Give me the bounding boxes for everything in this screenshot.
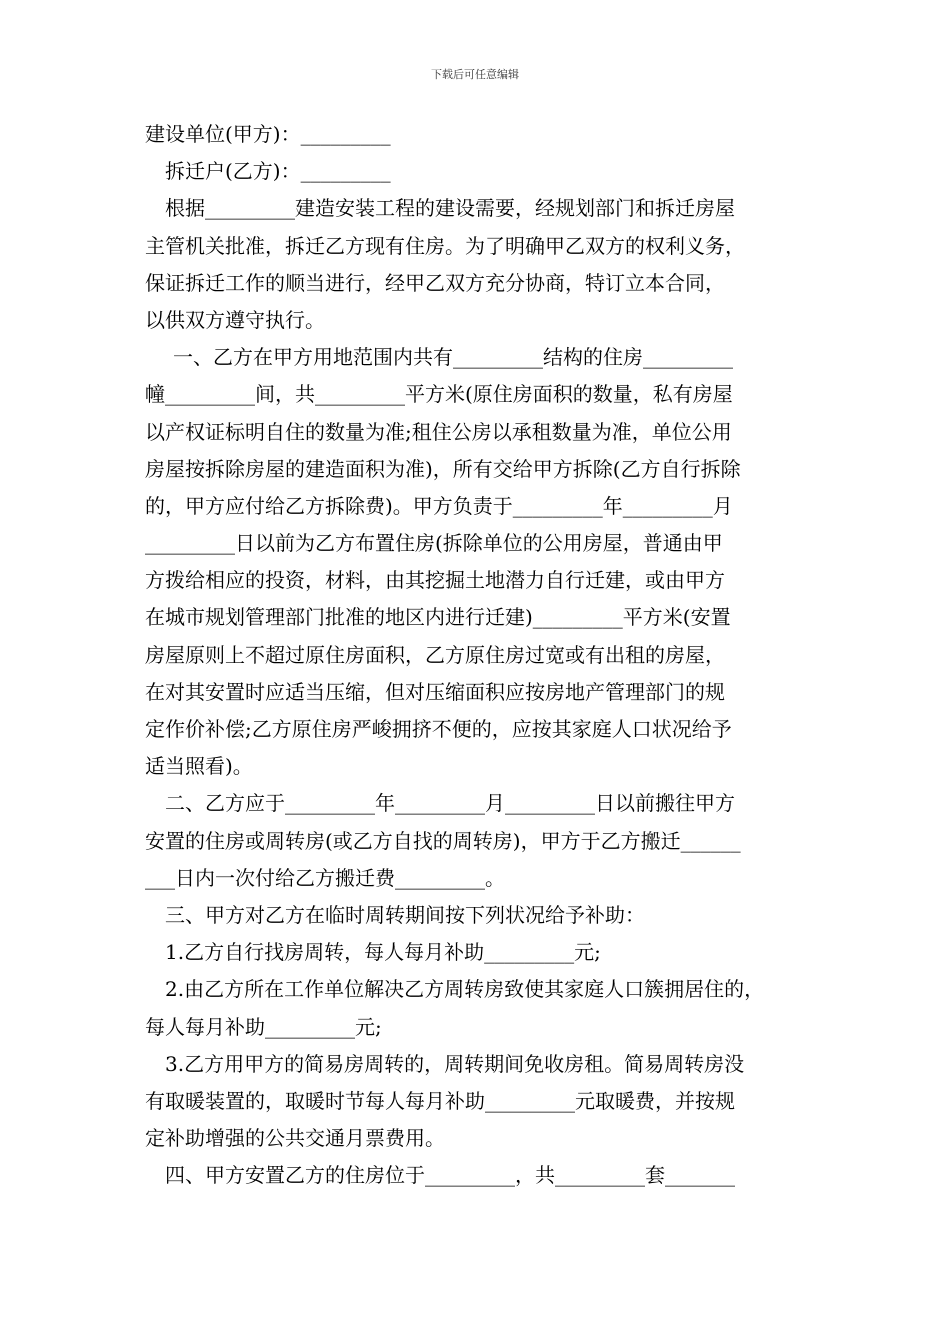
text-line: 二、乙方应于_________年_________月_________日以前搬往甲方 bbox=[165, 791, 735, 816]
text-line: 适当照看)。 bbox=[145, 754, 253, 779]
text-line: 主管机关批准，拆迁乙方现有住房。为了明确甲乙双方的权利义务， bbox=[145, 233, 745, 258]
text-line: 在对其安置时应适当压缩，但对压缩面积应按房地产管理部门的规 bbox=[145, 679, 725, 704]
document-body bbox=[145, 116, 809, 1194]
text-line: 2.由乙方所在工作单位解决乙方周转房致使其家庭人口簇拥居住的， bbox=[165, 977, 765, 1002]
text-line: 的，甲方应付给乙方拆除费)。甲方负责于_________年_________月 bbox=[145, 493, 733, 518]
text-line: 在城市规划管理部门批准的地区内进行迁建)_________平方米(安置 bbox=[145, 605, 731, 630]
text-line: 3.乙方用甲方的简易房周转的，周转期间免收房租。简易周转房没 bbox=[165, 1051, 745, 1076]
text-line: 定补助增强的公共交通月票费用。 bbox=[145, 1126, 445, 1151]
text-line: 保证拆迁工作的顺当进行，经甲乙双方充分协商，特订立本合同， bbox=[145, 270, 725, 295]
text-line: 幢_________间，共_________平方米(原住房面积的数量，私有房屋 bbox=[145, 382, 733, 407]
text-line: 方拨给相应的投资，材料，由其挖掘土地潜力自行迁建，或由甲方 bbox=[145, 568, 725, 593]
text-line: 房屋按拆除房屋的建造面积为准)，所有交给甲方拆除(乙方自行拆除 bbox=[145, 456, 741, 481]
text-line: 有取暖装置的，取暖时节每人每月补助_________元取暖费，并按规 bbox=[145, 1088, 735, 1113]
text-line: 房屋原则上不超过原住房面积，乙方原住房过宽或有出租的房屋， bbox=[145, 642, 725, 667]
text-line: 定作价补偿;乙方原住房严峻拥挤不便的，应按其家庭人口状况给予 bbox=[145, 717, 732, 741]
text-line: 拆迁户(乙方)：_________ bbox=[165, 159, 391, 184]
text-line: 1.乙方自行找房周转，每人每月补助_________元; bbox=[165, 940, 601, 965]
text-line: 三、甲方对乙方在临时周转期间按下列状况给予补助： bbox=[165, 902, 645, 927]
text-line: 一、乙方在甲方用地范围内共有_________结构的住房_________ bbox=[173, 345, 733, 370]
text-line: 建设单位(甲方)：_________ bbox=[145, 122, 391, 146]
text-line: 根据_________建造安装工程的建设需要，经规划部门和拆迁房屋 bbox=[165, 196, 735, 221]
text-line: 四、甲方安置乙方的住房位于_________，共_________套_______ bbox=[165, 1163, 735, 1188]
text-line: 以产权证标明自住的数量为准;租住公房以承租数量为准，单位公用 bbox=[145, 419, 732, 444]
text-line: _________日以前为乙方布置住房(拆除单位的公用房屋，普通由甲 bbox=[145, 531, 723, 556]
page-header: 下载后可任意编辑 bbox=[431, 68, 519, 81]
text-line: 以供双方遵守执行。 bbox=[145, 307, 325, 332]
text-line: ___日内一次付给乙方搬迁费_________。 bbox=[145, 865, 505, 890]
text-line: 安置的住房或周转房(或乙方自找的周转房)，甲方于乙方搬迁______ bbox=[145, 828, 741, 853]
text-line: 每人每月补助_________元; bbox=[145, 1014, 382, 1039]
